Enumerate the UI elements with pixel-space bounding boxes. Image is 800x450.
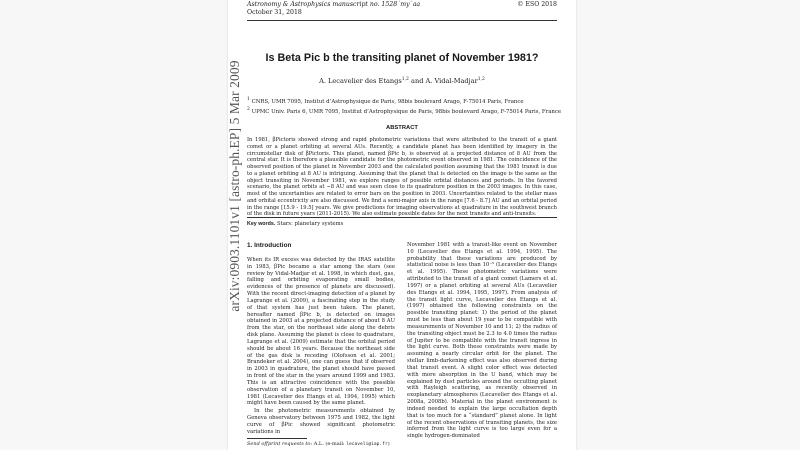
paragraph: November 1981 with a transit-like event on November 10 (Lecavelier des Etangs et al. 1994, 1995). The probability that these variations are produced by statistical noise is less than 10⁻⁵ (Lecavelier des Etangs et al. 1995). These photometric variations were attributed to the transit of a giant comet (Lamers et al. 1997) or a planet orbiting at several AUs (Lecavelier des Etangs et al. 1994, 1995, 1997). From analysis of the transit light curve, Lecavelier des Etangs et al. (1997) obtained the following constraints on the possible transiting planet: 1) the period of the planet must be less than about 19 year to be compatible with measurements of November 10 and 11; 2) the radius of the transiting object must be 2.3 to 4.0 times the radius of Jupiter to be compatible with the transit ingress in the light curve. Both these constraints were made by assuming a nearly circular orbit for the planet. The stellar limb-darkening effect was also observed during that transit event. A slight color effect was detected with more absorption in the U band, which may be explained by dust particles around the occulting planet with Rayleigh scattering, as recently observed in exoplanetary atmospheres (Lecavelier des Etangs et al. 2008a, 2008b). Material in the planet environment is indeed needed to explain the large occultation depth that is too much for a “standard” planet alone. In light of the recent observations of transiting planets, the size inferred from the light curve is too large even for a single hydrogen-dominated	[407, 242, 557, 440]
author-2: and A. Vidal-Madjar	[408, 77, 478, 86]
arxiv-id: arXiv:0903.1101v1 [astro-ph.EP] 5 Mar 2009	[227, 59, 242, 312]
keywords-rule	[247, 217, 557, 218]
left-column	[247, 257, 395, 436]
keywords-text: Stars: planetary systems	[276, 221, 344, 227]
paragraph: When its IR excess was detected by the IRAS satellite in 1983, βPic became a star among the stars (see review by Vidal-Madjar et al. 1998, in which dust, gas, falling and orbiting evaporating small bodies, evidences of the presence of planets are discussed). With the recent direct-imaging detection of a planet by Lagrange et al. (2009), a fascinating step in the study of that system has just been taken. The planet, hereafter named βPic b, is detected on images obtained in 2003 at a projected distance of about 8 AU from the star, on the northeast side along the debris disk plane. Assuming the planet is close to quadrature, Lagrange et al. (2009) estimate that the orbital period should be about 16 years. Because the northeast side of the gas disk is receding (Olofsson et al. 2001; Brandeker et al. 2004), one can guess that if observed in 2003 in quadrature, the planet should have passed in front of the star in the years around 1999 and 1983. This is an attractive coincidence with the possible observation of a planetary transit on November 10, 1981 (Lecavelier des Etangs et al. 1994, 1995) which might have been caused by the same planet.	[247, 257, 395, 407]
date-line: October 31, 2018	[247, 9, 302, 17]
affiliation-1: $^1$ CNRS, UMR 7095, Institut d’Astrophysique de Paris, 98bis boulevard Arago, F-75014 Paris, France	[247, 97, 524, 105]
abstract-text: In 1981, βPictoris showed strong and rapid photometric variations that were attributed to the transit of a giant comet or a planet orbiting at several AUs. Recently, a candidate planet has been identified by imagery in the circumstellar disk of βPictoris. This planet, named βPic b, is observed at a projected distance of 8 AU from the central star. It is therefore a plausible candidate for the photometric event observed in 1981. The coincidence of the observed position of the planet in November 2003 and the calculated position assuming that the 1981 transit is due to a planet orbiting at 8 AU is intriguing. Assuming that the planet that is detected on the image is the same as the object transiting in November 1981, we explore ranges of possible orbital distances and periods. In the favored scenario, the planet orbits at ∼8 AU and was seen close to its quadrature position in the 2003 images. In this case, most of the uncertainties are related to error bars on the position in 2003. Uncertainties related to the stellar mass and orbital eccentricity are also discussed. We find a semi-major axis in the range [7.6 - 8.7] AU and an orbital period in the range [15.9 - 19.5] years. We give predictions for imaging observations at quadrature in the southwest branch of the disk in future years (2011-2015). We also estimate possible dates for the next transits and anti-transits.	[247, 137, 557, 218]
journal-line: Astronomy & Astrophysics manuscript no. 1528˙my˙aa	[247, 1, 421, 8]
header-rule	[247, 20, 557, 21]
author-1: A. Lecavelier des Etangs	[319, 77, 402, 86]
abstract-heading: ABSTRACT	[386, 125, 418, 131]
email-link[interactable]: lecaveli@iap.fr	[346, 442, 388, 447]
paper-title: Is Beta Pic b the transiting planet of November 1981?	[265, 52, 539, 64]
footnote: Send offprint requests to: A.L. (e-mail: lecaveli@iap.fr)	[247, 441, 390, 447]
author-1-affil: 1,2	[401, 77, 409, 82]
affiliations	[247, 96, 561, 117]
keywords	[247, 221, 343, 227]
author-2-affil: 1,2	[477, 77, 485, 82]
copyright: © ESO 2018	[517, 1, 557, 8]
authors	[228, 77, 576, 85]
footnote-label: Send offprint requests to	[247, 441, 311, 447]
keywords-label: Key words.	[247, 221, 276, 227]
paragraph: In the photometric measurements obtained by Geneva observatory between 1975 and 1982, the light curve of βPic showed significant photometric variations in	[247, 408, 395, 435]
running-header	[247, 1, 420, 18]
footnote-rule	[247, 438, 307, 439]
paper-page	[228, 0, 576, 450]
right-column	[407, 242, 557, 440]
arxiv-stamp	[220, 59, 250, 312]
section-heading: 1. Introduction	[247, 242, 292, 249]
affiliation-2: $^2$ UPMC Univ. Paris 6, UMR 7095, Institut d’Astrophysique de Paris, 98bis boulevard Arago, F-75014 Paris, France	[247, 107, 562, 116]
